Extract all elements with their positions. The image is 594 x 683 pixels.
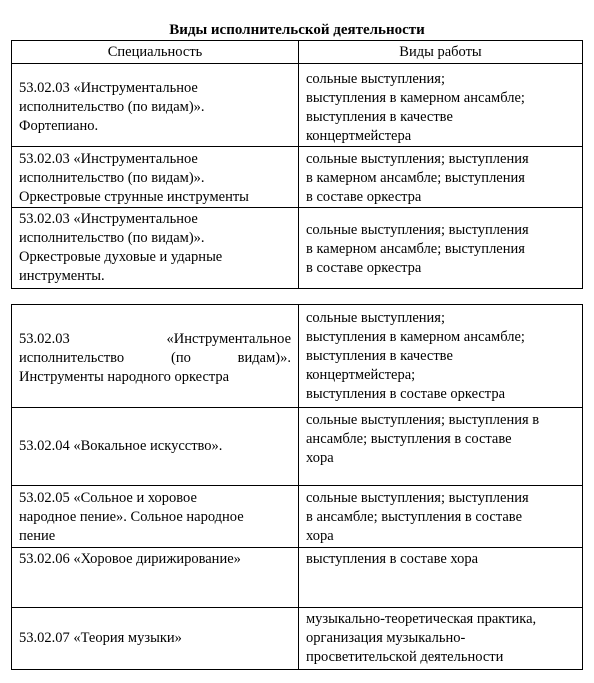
cell-text-line: исполнительство (по видам)». [19, 99, 205, 115]
cell-text-line: исполнительство (по видам)». [19, 170, 205, 186]
cell-text-line: 53.02.05 «Сольное и хоровое [19, 490, 197, 506]
cell-text-line: в составе оркестра [306, 189, 422, 205]
page-title: Виды исполнительской деятельности [169, 22, 425, 38]
table-row [12, 208, 583, 289]
cell-text-line: хора [306, 528, 334, 544]
work-types-cell [299, 486, 583, 548]
specialty-cell [12, 147, 299, 208]
cell-text-line: исполнительство (по видам)». [19, 230, 205, 246]
table-row [12, 486, 583, 548]
work-types-cell [299, 147, 583, 208]
cell-text-line: выступления в качестве [306, 109, 453, 125]
cell-text-line: в камерном ансамбле; выступления [306, 170, 525, 186]
table-row [12, 305, 583, 408]
cell-text-word: 53.02.03 [19, 331, 70, 347]
justified-line [19, 330, 291, 349]
cell-text-line: просветительской деятельности [306, 649, 504, 665]
work-types-cell [299, 64, 583, 147]
cell-text-line: в составе оркестра [306, 260, 422, 276]
cell-text-line: Оркестровые струнные инструменты [19, 189, 249, 205]
cell-text-line: выступления в качестве [306, 348, 453, 364]
specialty-cell [12, 548, 299, 608]
cell-text-line: 53.02.03 «Инструментальное [19, 80, 198, 96]
activities-table-top [11, 40, 583, 289]
table-row [12, 64, 583, 147]
cell-text-line: выступления в составе оркестра [306, 386, 506, 402]
cell-text-line: пение [19, 528, 56, 544]
cell-text-line: ансамбле; выступления в составе [306, 431, 512, 447]
work-types-cell [299, 305, 583, 408]
table-row [12, 608, 583, 670]
cell-text-line: музыкально-теоретическая практика, [306, 611, 537, 627]
specialty-cell [12, 305, 299, 408]
specialty-cell [12, 408, 299, 486]
specialty-cell [12, 608, 299, 670]
cell-text-line: в ансамбле; выступления в составе [306, 509, 522, 525]
cell-text-line: выступления в составе хора [306, 551, 479, 567]
cell-text-line: в камерном ансамбле; выступления [306, 241, 525, 257]
cell-text-line: инструменты. [19, 268, 105, 284]
cell-text-word: (по [171, 350, 191, 366]
work-types-cell [299, 208, 583, 289]
table-row [12, 548, 583, 608]
specialty-cell [12, 64, 299, 147]
cell-text-line: народное пение». Сольное народное [19, 509, 244, 525]
cell-text-word: исполнительство [19, 350, 125, 366]
table-row [12, 147, 583, 208]
cell-text-word: видам)». [237, 350, 291, 366]
cell-text-line: 53.02.06 «Хоровое дирижирование» [19, 551, 241, 567]
cell-text-line: выступления в камерном ансамбле; [306, 329, 525, 345]
cell-text-line: 53.02.07 «Теория музыки» [19, 630, 182, 646]
specialty-cell [12, 208, 299, 289]
cell-text-line: сольные выступления; выступления [306, 151, 529, 167]
cell-text-line: сольные выступления; [306, 310, 445, 326]
cell-text-line: концертмейстера; [306, 367, 416, 383]
column-header-work-types: Виды работы [299, 41, 583, 64]
column-header-specialty: Специальность [12, 41, 299, 64]
work-types-cell [299, 408, 583, 486]
cell-text-word: «Инструментальное [166, 331, 291, 347]
table-header-row [12, 41, 583, 64]
cell-text-line: 53.02.03 «Инструментальное [19, 151, 198, 167]
activities-table-bottom [11, 304, 583, 670]
cell-text-line: сольные выступления; выступления [306, 490, 529, 506]
cell-text-line: Оркестровые духовые и ударные [19, 249, 223, 265]
cell-text-line: 53.02.04 «Вокальное искусство». [19, 438, 223, 454]
cell-text-line: сольные выступления; выступления в [306, 412, 540, 428]
work-types-cell [299, 608, 583, 670]
cell-text-line: выступления в камерном ансамбле; [306, 90, 525, 106]
specialty-cell [12, 486, 299, 548]
justified-line [19, 349, 291, 368]
cell-text-line: организация музыкально- [306, 630, 466, 646]
cell-text-line: концертмейстера [306, 128, 412, 144]
cell-text-line: сольные выступления; выступления [306, 222, 529, 238]
table-row [12, 408, 583, 486]
cell-text-line: Фортепиано. [19, 118, 99, 134]
cell-text-line: 53.02.03 «Инструментальное [19, 211, 198, 227]
cell-text-line: хора [306, 450, 334, 466]
cell-text-line: Инструменты народного оркестра [19, 369, 230, 385]
work-types-cell [299, 548, 583, 608]
cell-text-line: сольные выступления; [306, 71, 445, 87]
